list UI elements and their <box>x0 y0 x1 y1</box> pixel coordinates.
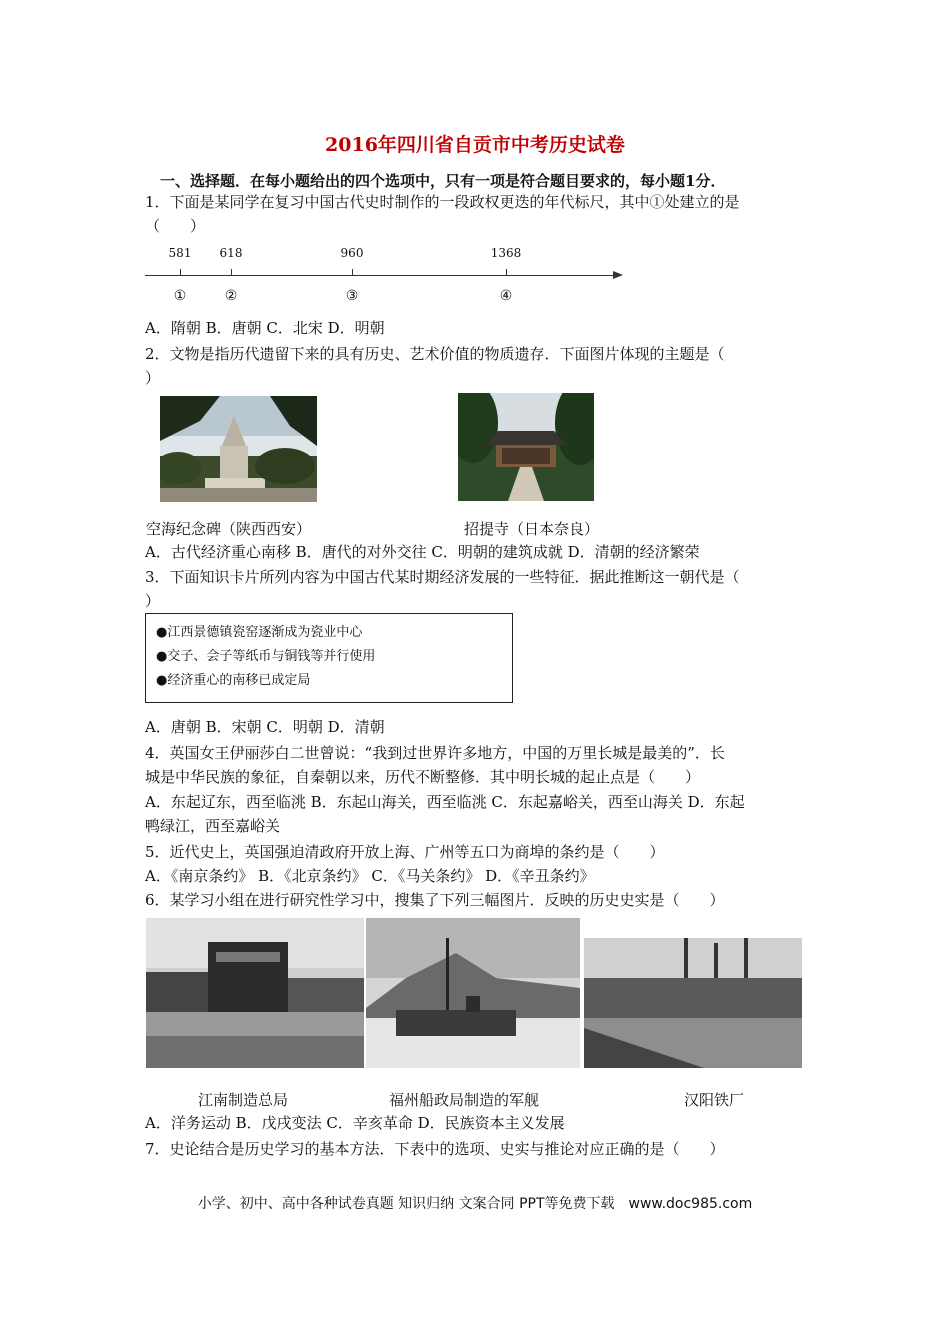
q2-stem-line2: ） <box>145 369 161 387</box>
q4-line4: 鸭绿江，西至嘉峪关 <box>145 817 281 835</box>
q6-caption-3: 汉阳铁厂 <box>684 1091 745 1109</box>
section-heading: 一、选择题．在每小题给出的四个选项中，只有一项是符合题目要求的，每小题1分． <box>160 172 726 190</box>
q6-options: A．洋务运动 B．戊戌变法 C．辛亥革命 D．民族资本主义发展 <box>145 1114 565 1132</box>
timeline-mark: ④ <box>499 288 513 304</box>
q3-stem-line1: 3．下面知识卡片所列内容为中国古代某时期经济发展的一些特征．据此推断这一朝代是（ <box>145 568 740 586</box>
q6-caption-2: 福州船政局制造的军舰 <box>389 1091 540 1109</box>
timeline-year: 960 <box>340 246 364 260</box>
timeline-tick <box>180 269 181 276</box>
q2-caption-left: 空海纪念碑（陕西西安） <box>146 520 312 538</box>
q1-stem-line2: （ ） <box>145 217 206 235</box>
fuzhou-warship-photo <box>366 918 580 1068</box>
q3-options: A．唐朝 B．宋朝 C．明朝 D．清朝 <box>145 718 385 736</box>
q3-knowledge-card <box>145 613 513 703</box>
q4-line1: 4．英国女王伊丽莎白二世曾说：“我到过世界许多地方，中国的万里长城是最美的”．长 <box>145 744 725 762</box>
q1-options: A．隋朝 B．唐朝 C．北宋 D．明朝 <box>145 319 385 337</box>
timeline-year: 1368 <box>490 246 522 260</box>
card-item: ●交子、会子等纸币与铜钱等并行使用 <box>156 649 376 664</box>
card-item: ●江西景德镇瓷窑逐渐成为瓷业中心 <box>156 625 363 640</box>
timeline-mark: ① <box>173 288 187 304</box>
fuzhou-warship-image <box>366 918 580 1068</box>
toshodaiji-temple-image <box>458 393 594 501</box>
q5-stem: 5．近代史上，英国强迫清政府开放上海、广州等五口为商埠的条约是（ ） <box>145 843 665 861</box>
toshodaiji-temple-photo <box>458 393 594 501</box>
timeline-tick <box>506 269 507 276</box>
hanyang-ironworks-image <box>584 938 802 1068</box>
timeline-year: 618 <box>219 246 243 260</box>
q3-stem-line2: ） <box>145 592 161 610</box>
timeline-mark: ② <box>224 288 238 304</box>
q7-stem: 7．史论结合是历史学习的基本方法．下表中的选项、史实与推论对应正确的是（ ） <box>145 1140 725 1158</box>
card-item: ●经济重心的南移已成定局 <box>156 673 311 688</box>
timeline-year: 581 <box>168 246 192 260</box>
jiangnan-arsenal-photo <box>146 918 364 1068</box>
q4-line2: 城是中华民族的象征，自秦朝以来，历代不断整修．其中明长城的起止点是（ ） <box>145 768 701 786</box>
q5-options: A．《南京条约》 B．《北京条约》 C．《马关条约》 D．《辛丑条约》 <box>145 867 595 885</box>
timeline-axis <box>145 275 615 276</box>
kukai-monument-image <box>160 396 317 502</box>
q1-stem-line1: 1．下面是某同学在复习中国古代史时制作的一段政权更迭的年代标尺，其中①处建立的是 <box>145 193 740 211</box>
q6-caption-1: 江南制造总局 <box>198 1091 289 1109</box>
q2-stem-line1: 2．文物是指历代遗留下来的具有历史、艺术价值的物质遗存．下面图片体现的主题是（ <box>145 345 725 363</box>
timeline-tick <box>231 269 232 276</box>
q2-options: A．古代经济重心南移 B．唐代的对外交往 C．明朝的建筑成就 D．清朝的经济繁荣 <box>145 543 700 561</box>
hanyang-ironworks-photo <box>584 938 802 1068</box>
jiangnan-arsenal-image <box>146 918 364 1068</box>
page-title: 2016年四川省自贡市中考历史试卷 <box>325 134 625 156</box>
q1-timeline <box>140 240 630 310</box>
kukai-monument-photo <box>160 396 317 502</box>
q6-stem: 6．某学习小组在进行研究性学习中，搜集了下列三幅图片．反映的历史史实是（ ） <box>145 891 725 909</box>
timeline-tick <box>352 269 353 276</box>
timeline-mark: ③ <box>345 288 359 304</box>
page-footer: 小学、初中、高中各种试卷真题 知识归纳 文案合同 PPT等免费下载 www.doc985.com <box>197 1196 753 1212</box>
q4-line3: A．东起辽东，西至临洮 B．东起山海关，西至临洮 C．东起嘉峪关，西至山海关 D．东起 <box>145 793 745 811</box>
q2-caption-right: 招提寺（日本奈良） <box>464 520 600 538</box>
timeline-arrow-icon <box>613 271 623 279</box>
